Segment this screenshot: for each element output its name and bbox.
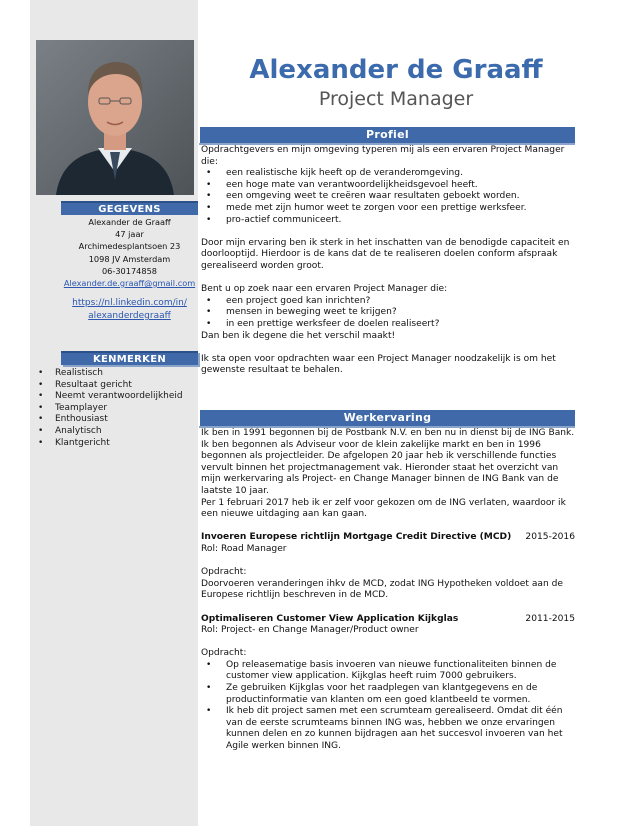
list-item: • Teamplayer: [36, 403, 196, 415]
contact-name: Alexander de Graaff: [88, 217, 171, 227]
job-description: Doorvoeren veranderingen ihkv de MCD, zodat ING Hypotheken voldoet aan de Europese richtlijn beschreven in de MCD.: [201, 578, 563, 601]
werkervaring-intro-2: Per 1 februari 2017 heb ik er zelf voor gekozen om de ING verlaten, waardoor ik een nieuwe uitdaging aan kan gaan.: [201, 497, 566, 520]
list-item: • Neemt verantwoordelijkheid: [36, 391, 196, 403]
profiel-paragraph: Ik sta open voor opdrachten waar een Project Manager noodzakelijk is om het gewenste resultaat te behalen.: [201, 353, 556, 376]
list-item: • Realistisch: [36, 368, 196, 380]
list-item: • mensen in beweging weet te krijgen?: [201, 307, 579, 319]
list-item: • Enthousiast: [36, 414, 196, 426]
list-item: • in een prettige werksfeer de doelen realiseert?: [201, 319, 579, 331]
list-item: • Op releasematige basis invoeren van nieuwe functionaliteiten binnen de customer view application. Kijkglas heeft ruim 7000 gebruikers.: [201, 660, 579, 683]
job-years: 2011-2015: [525, 613, 575, 624]
job-years: 2015-2016: [525, 532, 575, 543]
profiel-heading: Profiel: [200, 127, 575, 143]
contact-phone: 06-30174858: [101, 265, 158, 276]
kenmerken-list: [36, 368, 196, 449]
profiel-bullets: [201, 168, 579, 226]
job-title: Invoeren Europese richtlijn Mortgage Credit Directive (MCD): [201, 532, 512, 543]
job-title: Optimaliseren Customer View Application Kijkglas: [201, 613, 459, 624]
profiel-paragraph: Door mijn ervaring ben ik sterk in het inschatten van de benodigde capaciteit en doorlooptijd. Hierdoor is de kans dat de te realiseren doelen conform afspraak gerealiseerd worden groot.: [201, 237, 570, 271]
profiel-section: [201, 145, 579, 377]
list-item: • Ze gebruiken Kijkglas voor het raadplegen van klantgegevens en de productinformatie van klanten om een goed klantbeeld te vormen.: [201, 683, 579, 706]
list-item: • een realistische kijk heeft op de veranderomgeving.: [201, 168, 579, 180]
profiel-closing: Dan ben ik degene die het verschil maakt!: [201, 330, 396, 341]
gegevens-heading: GEGEVENS: [61, 201, 198, 215]
job-title-row: [201, 614, 579, 626]
profiel-intro: Opdrachtgevers en mijn omgeving typeren mij als een ervaren Project Manager die:: [201, 145, 565, 167]
profile-photo: [36, 40, 194, 195]
contact-age: 47 jaar: [115, 229, 144, 240]
contact-email-link[interactable]: Alexander.de.graaff@gmail.com: [63, 278, 196, 289]
contact-city: 1098 JV Amsterdam: [88, 253, 171, 264]
kenmerken-heading: KENMERKEN: [61, 351, 198, 365]
list-item: • een project goed kan inrichten?: [201, 296, 579, 308]
list-item: • Ik heb dit project samen met een scrumteam gerealiseerd. Omdat dit één van de eerste scrumteams binnen ING was, hebben we onze ervaringen kunnen delen en zo kunnen bijdragen aan het succesvol invoeren van het Agile werken binnen ING.: [201, 706, 579, 752]
profiel-question: Bent u op zoek naar een ervaren Project Manager die:: [201, 284, 448, 295]
contact-details: [61, 216, 198, 289]
job-role: Project Manager: [318, 88, 474, 110]
werkervaring-intro: Ik ben in 1991 begonnen bij de Postbank N.V. en ben nu in dienst bij de ING Bank. Ik ben begonnen als Adviseur voor de klein zakelijke markt en ben in 1996 begonnen als projectleider. De afgelopen 20 jaar heb ik verschillende functies vervult binnen het projectmanagement vak. Hieronder staat het overzicht van mijn werkervaring als Project- en Change Manager binnen de ING Bank van de laatste 10 jaar.: [201, 428, 575, 496]
list-item: • een omgeving weet te creëren waar resultaten geboekt worden.: [201, 191, 579, 203]
list-item: • pro-actief communiceert.: [201, 215, 579, 227]
list-item: • Analytisch: [36, 426, 196, 438]
linkedin-line-2[interactable]: alexanderdegraaff: [88, 311, 171, 321]
job-label: Opdracht:: [201, 567, 247, 578]
list-item: • een hoge mate van verantwoordelijkheidsgevoel heeft.: [201, 180, 579, 192]
profiel-bullets-2: [201, 296, 579, 331]
linkedin-line-1[interactable]: https://nl.linkedin.com/in/: [72, 298, 187, 308]
list-item: • mede met zijn humor weet te zorgen voor een prettige werksfeer.: [201, 203, 579, 215]
linkedin-link[interactable]: [61, 297, 198, 323]
werkervaring-heading: Werkervaring: [200, 410, 575, 426]
contact-street: Archimedesplantsoen 23: [78, 241, 181, 252]
list-item: • Resultaat gericht: [36, 380, 196, 392]
list-item: • Klantgericht: [36, 438, 196, 450]
werkervaring-section: [201, 428, 579, 753]
job-label: Opdracht:: [201, 648, 247, 659]
job-bullets: [201, 660, 579, 753]
job-role: Rol: Road Manager: [201, 543, 287, 554]
job-title-row: [201, 532, 579, 544]
page-title: Alexander de Graaff: [249, 55, 543, 85]
job-role: Rol: Project- en Change Manager/Product owner: [201, 625, 419, 636]
